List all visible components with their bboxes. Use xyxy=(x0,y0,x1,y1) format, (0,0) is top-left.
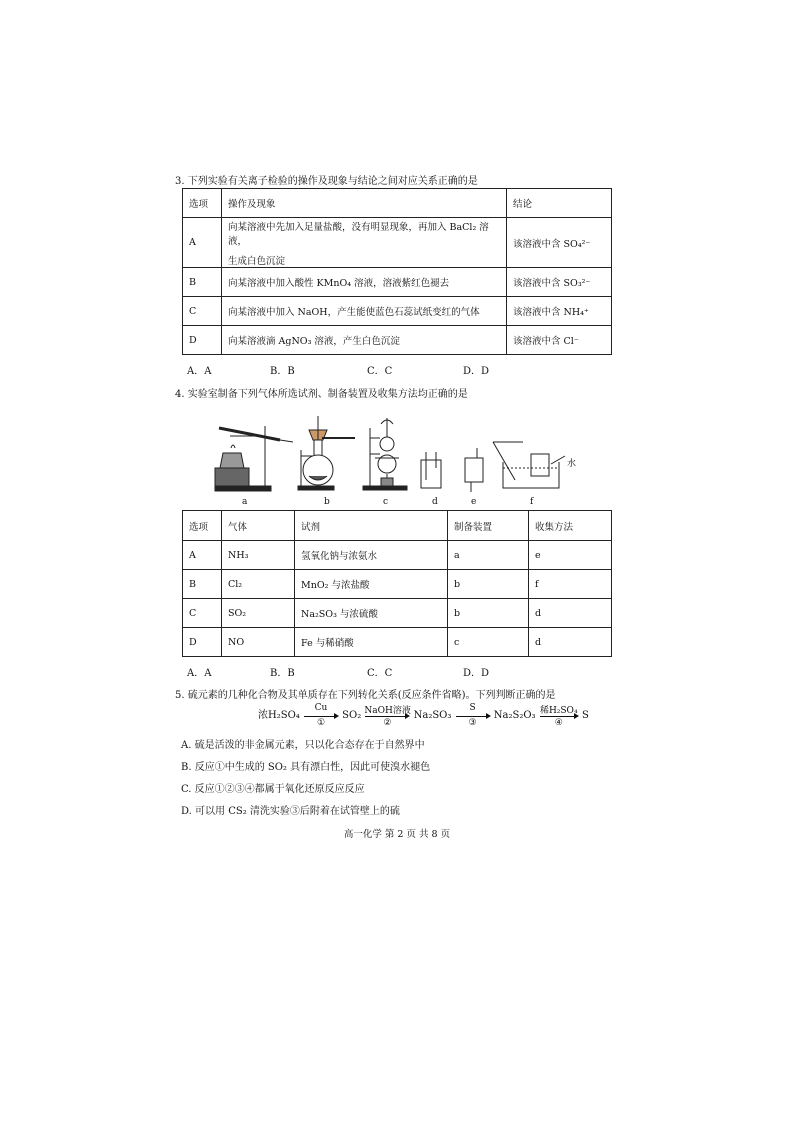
collect-cell: e xyxy=(529,541,612,570)
operation-cell: 向某溶液滴 AgNO₃ 溶液，产生白色沉淀 xyxy=(222,326,507,355)
water-label: 水 xyxy=(567,459,577,469)
arrow-reagent: NaOH溶液 xyxy=(364,705,411,716)
reaction-arrow xyxy=(303,702,339,728)
option-cell: B xyxy=(183,570,222,599)
gas-cell: NO xyxy=(222,628,295,657)
choice[interactable]: A．A xyxy=(187,366,212,377)
apparatus-b xyxy=(298,416,355,490)
table-header-row xyxy=(183,511,612,541)
arrow-reagent: 稀H₂SO₄ xyxy=(539,705,578,716)
reagent-cell: Fe 与稀硝酸 xyxy=(295,628,448,657)
table-row xyxy=(183,218,612,268)
choice[interactable]: B．B xyxy=(270,366,295,377)
device-cell: c xyxy=(448,628,529,657)
q4-table xyxy=(182,510,612,657)
conclusion-cell: 该溶液中含 Cl⁻ xyxy=(507,326,612,355)
header-cell: 气体 xyxy=(222,511,295,541)
operation-line: 向某溶液中先加入足量盐酸，没有明显现象，再加入 BaCl₂ 溶液， xyxy=(228,221,489,247)
gas-cell: NH₃ xyxy=(222,541,295,570)
arrow-step: ③ xyxy=(468,717,477,728)
device-cell: b xyxy=(448,570,529,599)
conclusion-cell: 该溶液中含 NH₄⁺ xyxy=(507,297,612,326)
reagent-cell: 氢氧化钠与浓氨水 xyxy=(295,541,448,570)
arrow-step: ② xyxy=(383,717,392,728)
collect-cell: d xyxy=(529,599,612,628)
gas-cell: SO₂ xyxy=(222,599,295,628)
chain-product: Na₂S₂O₃ xyxy=(493,710,536,721)
apparatus-label: a xyxy=(242,497,248,507)
choice[interactable]: B．B xyxy=(270,668,295,679)
q5-stem: 5. 硫元素的几种化合物及其单质存在下列转化关系(反应条件省略)。下列判断正确的是 xyxy=(175,690,556,701)
statement-c[interactable]: C. 反应①②③④都属于氧化还原反应反应 xyxy=(181,784,365,795)
arrow-step: ① xyxy=(316,717,326,728)
table-row xyxy=(183,599,612,628)
apparatus-label: d xyxy=(432,497,438,507)
choice[interactable]: A．A xyxy=(187,668,212,679)
q3-table xyxy=(182,188,612,355)
conclusion-cell: 该溶液中含 SO₄²⁻ xyxy=(507,218,612,268)
statement-b[interactable]: B. 反应①中生成的 SO₂ 具有漂白性，因此可使溴水褪色 xyxy=(181,762,431,773)
option-cell: C xyxy=(183,297,222,326)
apparatus-f xyxy=(493,442,565,488)
option-cell: D xyxy=(183,628,222,657)
chain-product: Na₂SO₃ xyxy=(413,710,452,721)
q3-stem: 3. 下列实验有关离子检验的操作及现象与结论之间对应关系正确的是 xyxy=(175,176,478,187)
operation-cell xyxy=(222,218,507,268)
device-cell: a xyxy=(448,541,529,570)
collect-cell: d xyxy=(529,628,612,657)
statement-d[interactable]: D. 可以用 CS₂ 清洗实验③后附着在试管壁上的硫 xyxy=(181,806,400,817)
header-cell: 制备装置 xyxy=(448,511,529,541)
apparatus-label: c xyxy=(383,497,389,507)
table-row xyxy=(183,570,612,599)
table-row xyxy=(183,628,612,657)
reaction-arrow xyxy=(364,705,411,728)
table-row xyxy=(183,541,612,570)
option-cell: D xyxy=(183,326,222,355)
chain-start: 浓H₂SO₄ xyxy=(258,710,300,721)
apparatus-d xyxy=(421,452,441,488)
chain-product: S xyxy=(581,710,589,721)
arrow-reagent: Cu xyxy=(314,702,328,713)
reagent-cell: MnO₂ 与浓盐酸 xyxy=(295,570,448,599)
reaction-chain xyxy=(258,702,589,728)
choice[interactable]: C．C xyxy=(367,668,393,679)
table-header-row xyxy=(183,189,612,218)
header-cell: 结论 xyxy=(507,189,612,218)
reaction-arrow xyxy=(455,702,491,728)
page-footer: 高一化学 第 2 页 共 8 页 xyxy=(343,829,451,840)
table-row xyxy=(183,268,612,297)
header-cell: 试剂 xyxy=(295,511,448,541)
collect-cell: f xyxy=(529,570,612,599)
apparatus-e xyxy=(465,448,483,492)
table-row xyxy=(183,297,612,326)
operation-cell: 向某溶液中加入 NaOH，产生能使蓝色石蕊试纸变红的气体 xyxy=(222,297,507,326)
table-row xyxy=(183,326,612,355)
header-cell: 收集方法 xyxy=(529,511,612,541)
statement-a[interactable]: A. 硫是活泼的非金属元素，只以化合态存在于自然界中 xyxy=(181,740,425,751)
apparatus-label: e xyxy=(471,497,477,507)
gas-cell: Cl₂ xyxy=(222,570,295,599)
apparatus-label: b xyxy=(324,497,330,507)
reaction-arrow xyxy=(539,705,579,728)
option-cell: A xyxy=(183,218,222,268)
header-cell: 选项 xyxy=(183,189,222,218)
arrow-step: ④ xyxy=(554,717,563,728)
option-cell: B xyxy=(183,268,222,297)
operation-cell: 向某溶液中加入酸性 KMnO₄ 溶液，溶液紫红色褪去 xyxy=(222,268,507,297)
q4-stem: 4. 实验室制备下列气体所选试剂、制备装置及收集方法均正确的是 xyxy=(175,389,468,400)
operation-line: 生成白色沉淀 xyxy=(228,255,286,267)
option-cell: A xyxy=(183,541,222,570)
option-cell: C xyxy=(183,599,222,628)
apparatus-a xyxy=(215,426,293,491)
header-cell: 选项 xyxy=(183,511,222,541)
apparatus-c xyxy=(363,418,407,490)
choice[interactable]: D．D xyxy=(463,668,490,679)
choice[interactable]: D．D xyxy=(463,366,490,377)
apparatus-label: f xyxy=(530,497,534,507)
header-cell: 操作及现象 xyxy=(222,189,507,218)
chain-product: SO₂ xyxy=(342,710,362,721)
arrow-reagent: S xyxy=(469,702,476,713)
apparatus-figure xyxy=(205,408,595,508)
choice[interactable]: C．C xyxy=(367,366,393,377)
reagent-cell: Na₂SO₃ 与浓硫酸 xyxy=(295,599,448,628)
conclusion-cell: 该溶液中含 SO₃²⁻ xyxy=(507,268,612,297)
device-cell: b xyxy=(448,599,529,628)
